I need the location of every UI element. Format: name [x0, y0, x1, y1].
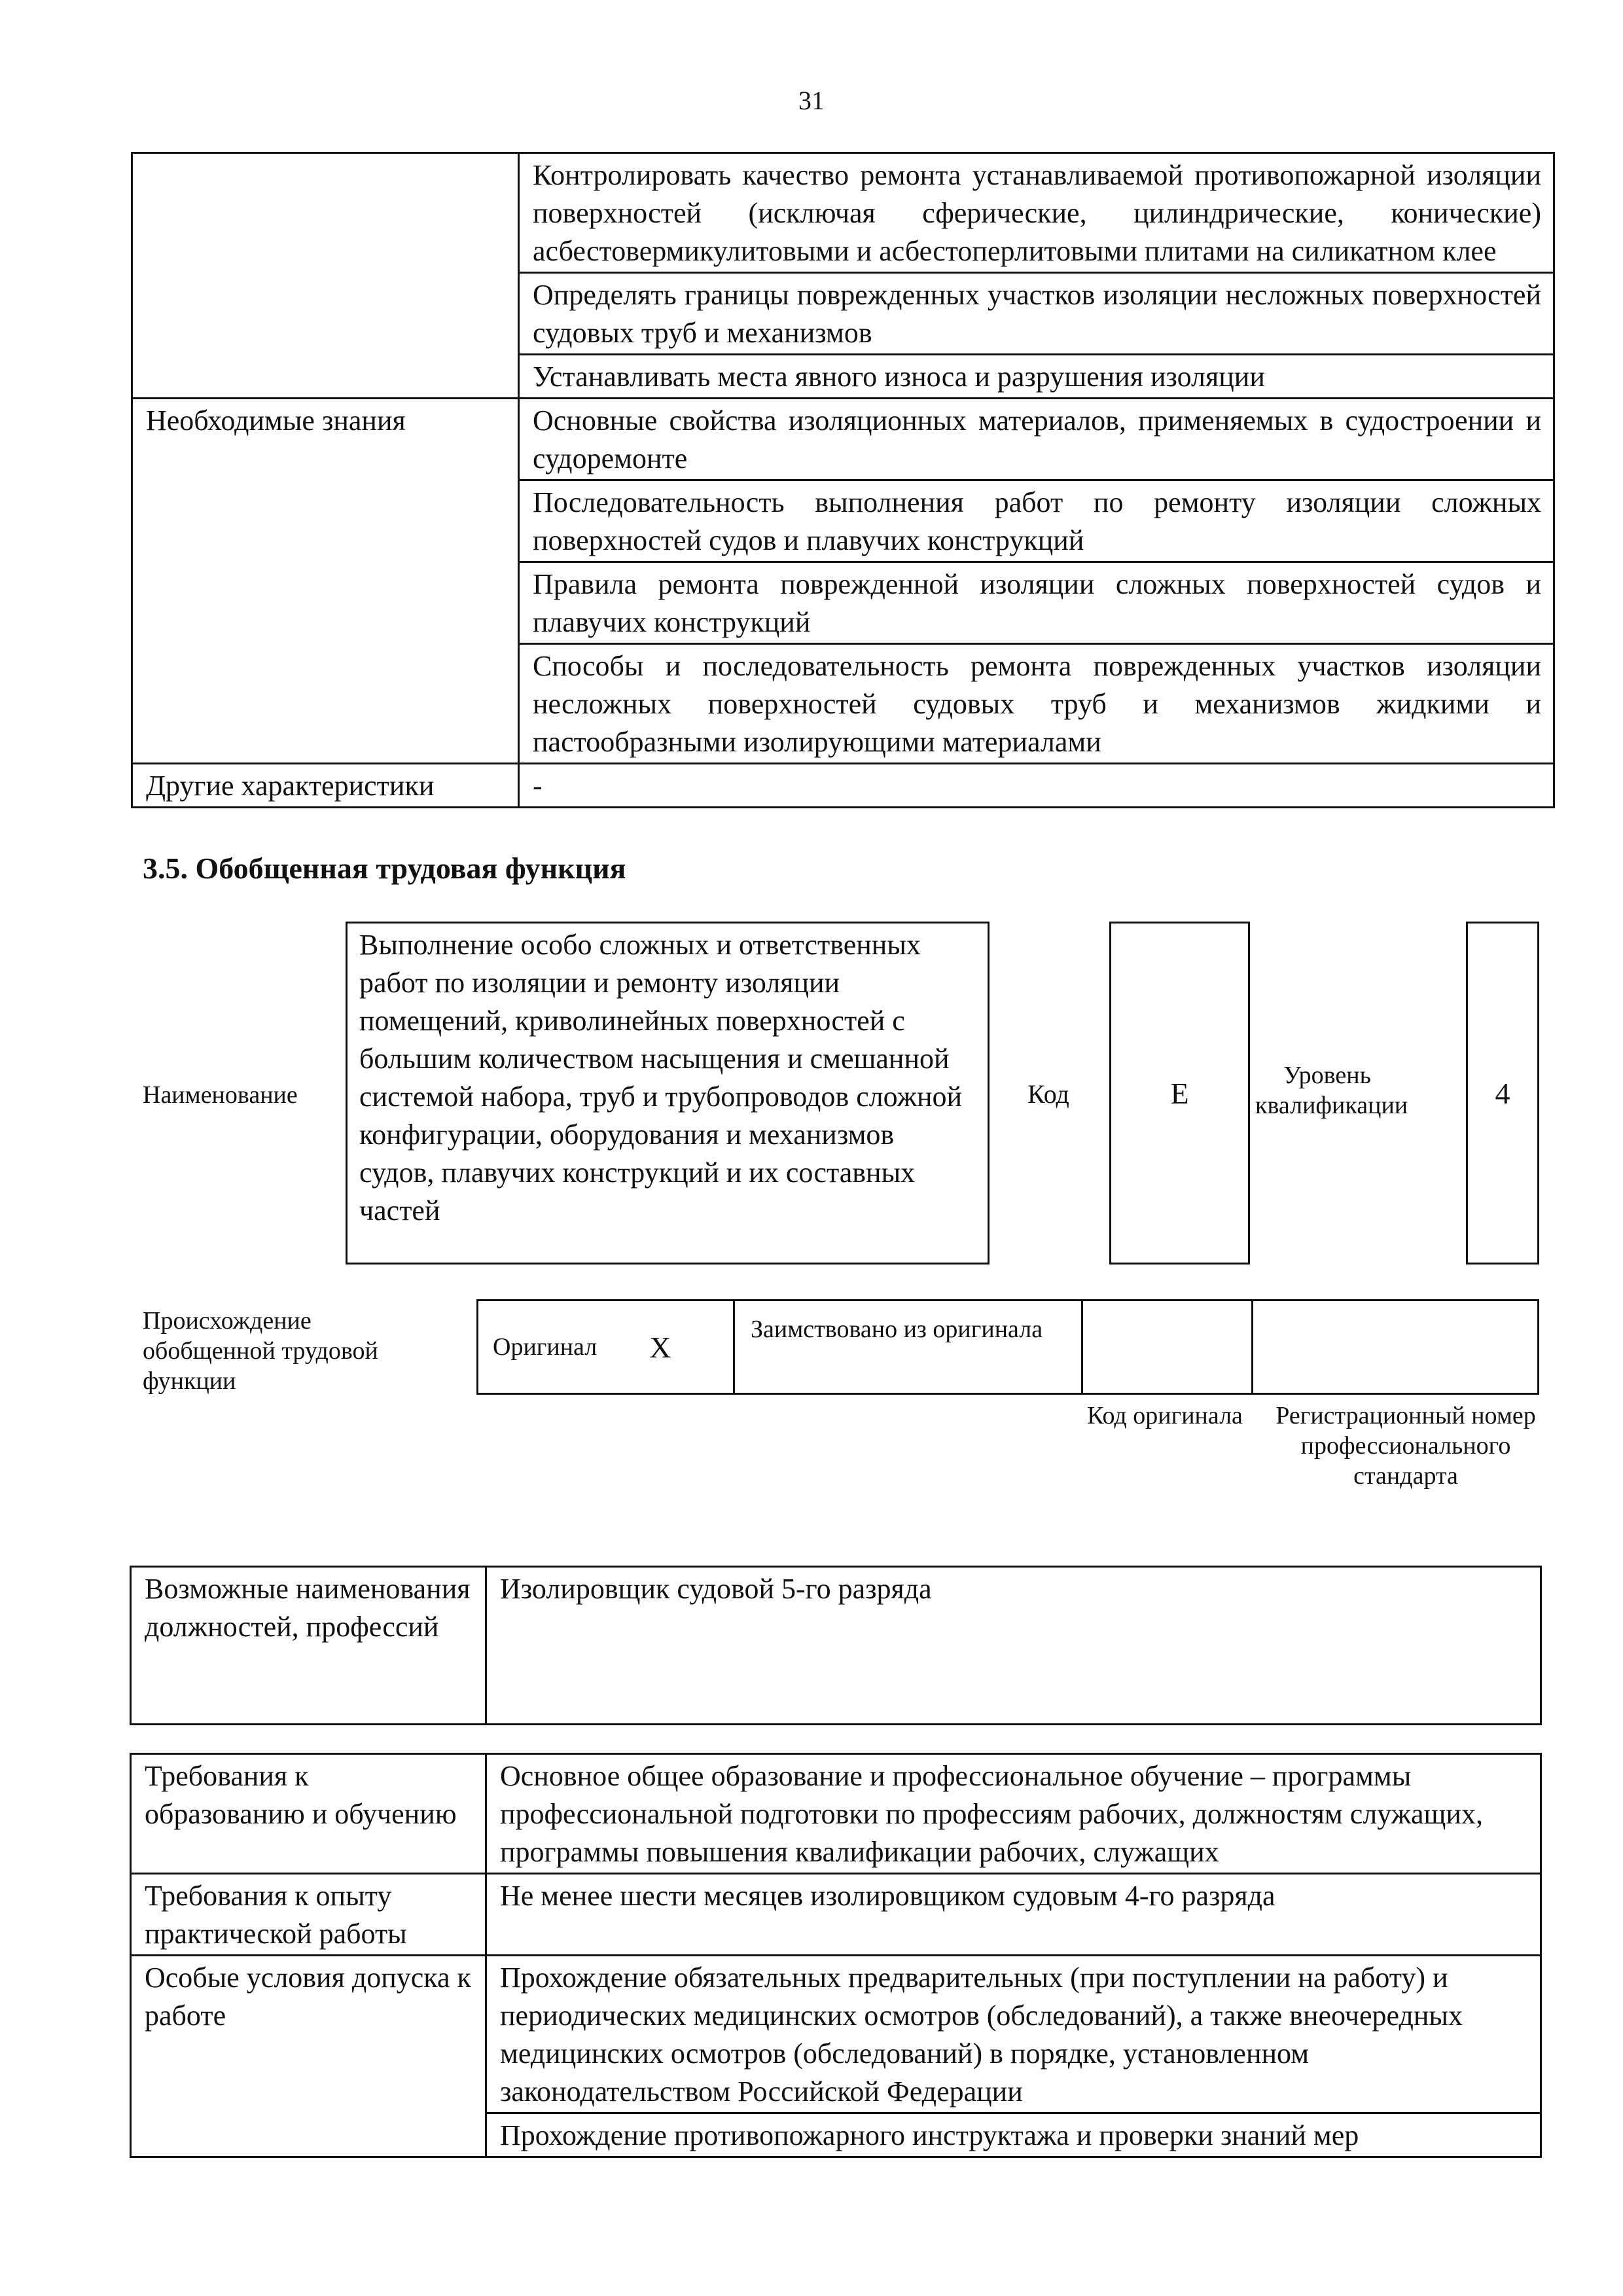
positions-value: Изолировщик судовой 5-го разряда [486, 1567, 1541, 1725]
positions-table [130, 1566, 1542, 1725]
table-row [131, 1754, 1541, 1874]
origin-row [476, 1299, 1539, 1395]
admission-conditions-label: Особые условия допуска к работе [131, 1956, 486, 2157]
table-row [131, 1874, 1541, 1956]
qualification-level-label: Уровень квалификации [1255, 1062, 1408, 1119]
experience-requirements-value: Не менее шести месяцев изолировщиком судовым 4-го разряда [486, 1874, 1541, 1956]
requirements-table [130, 1753, 1542, 2158]
origin-original-label: Оригинал [493, 1333, 597, 1361]
table-row [131, 1956, 1541, 2113]
origin-original-cell [478, 1301, 735, 1393]
function-code-box: E [1109, 922, 1250, 1265]
skills-knowledge-table [131, 152, 1555, 808]
section-title: 3.5. Обобщенная трудовая функция [143, 852, 626, 885]
education-requirements-value: Основное общее образование и профессиональное обучение – программы профессиональной подготовки по профессиям рабочих, должностям служащих, программы повышения квалификации рабочих, служащих [486, 1754, 1541, 1874]
table-cell: Контролировать качество ремонта устанавливаемой противопожарной изоляции поверхностей (исключая сферические, цилиндрические, конические) асбестовермикулитовыми и асбестоперлитовыми плитами на силикатном клее [519, 153, 1554, 273]
origin-original-mark: X [649, 1330, 671, 1364]
origin-borrowed-label: Заимствовано из оригинала [735, 1301, 1083, 1393]
table-row [132, 153, 1554, 273]
admission-conditions-value: Прохождение противопожарного инструктажа и проверки знаний мер [486, 2113, 1541, 2157]
table-cell: Способы и последовательность ремонта поврежденных участков изоляции несложных поверхностей судовых труб и механизмов жидкими и пастообразными изолирующими материалами [519, 644, 1554, 764]
function-code-label: Код [1027, 1079, 1069, 1109]
knowledge-label: Необходимые знания [132, 399, 519, 764]
positions-label: Возможные наименования должностей, профессий [131, 1567, 486, 1725]
qualification-level-box: 4 [1466, 922, 1539, 1265]
table-cell: Устанавливать места явного износа и разрушения изоляции [519, 355, 1554, 399]
table-row [131, 1567, 1541, 1725]
origin-label: Происхождение обобщенной трудовой функции [143, 1307, 378, 1395]
other-characteristics-value: - [519, 764, 1554, 808]
origin-code-cell [1083, 1301, 1253, 1393]
code-original-caption: Код оригинала [1087, 1402, 1243, 1429]
table-row [132, 399, 1554, 480]
experience-requirements-label: Требования к опыту практической работы [131, 1874, 486, 1956]
registration-number-caption: Регистрационный номер профессионального стандарта [1275, 1402, 1536, 1490]
table-cell: Определять границы поврежденных участков изоляции несложных поверхностей судовых труб и механизмов [519, 273, 1554, 355]
other-characteristics-label: Другие характеристики [132, 764, 519, 808]
education-requirements-label: Требования к образованию и обучению [131, 1754, 486, 1874]
function-name-box: Выполнение особо сложных и ответственных работ по изоляции и ремонту изоляции помещений, криволинейных поверхностей с большим количеством насыщения и смешанной системой набора, труб и трубопроводов сложной конфигурации, оборудования и механизмов судов, плавучих конструкций и их составных частей [346, 922, 990, 1265]
admission-conditions-value: Прохождение обязательных предварительных (при поступлении на работу) и периодических медицинских осмотров (обследований), а также внеочередных медицинских осмотров (обследований) в порядке, установленном законодательством Российской Федерации [486, 1956, 1541, 2113]
table-cell: Правила ремонта поврежденной изоляции сложных поверхностей судов и плавучих конструкций [519, 562, 1554, 644]
function-name-label: Наименование [143, 1081, 298, 1109]
table-row [132, 764, 1554, 808]
table-cell: Основные свойства изоляционных материалов, применяемых в судостроении и судоремонте [519, 399, 1554, 480]
origin-reg-number-cell [1253, 1301, 1537, 1393]
table-cell: Последовательность выполнения работ по ремонту изоляции сложных поверхностей судов и плавучих конструкций [519, 480, 1554, 562]
page-number: 31 [798, 86, 825, 115]
table-cell-empty [132, 153, 519, 399]
